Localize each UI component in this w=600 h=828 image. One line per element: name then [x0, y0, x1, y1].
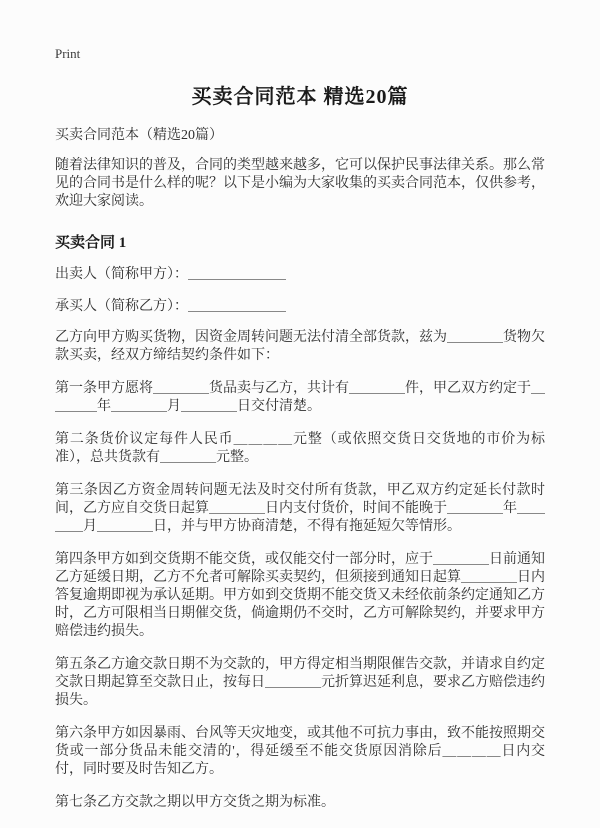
page-title: 买卖合同范本 精选20篇: [191, 86, 409, 108]
clause-3-paragraph: 第三条因乙方资金周转问题无法及时交付所有货款，甲乙双方约定延长付款时间，乙方应自交货日起算＿＿＿＿日内支付货价，时间不能晚于＿＿＿＿年＿＿＿＿月＿＿＿＿日，并与甲方协商清楚，不得有拖延短欠等情形。: [55, 483, 545, 534]
section-heading-contract-1: 买卖合同 1: [55, 235, 127, 251]
party-b-line: 承买人（简称乙方）：＿＿＿＿＿＿＿: [55, 299, 286, 314]
clause-5-paragraph: 第五条乙方逾交款日期不为交款的，甲方得定相当期限催告交款，并请求自约定交款日期起算至交款日止，按每日＿＿＿＿元折算迟延利息，要求乙方赔偿违约损失。: [55, 657, 545, 708]
party-a-line: 出卖人（简称甲方）：＿＿＿＿＿＿＿: [55, 267, 286, 282]
intro-paragraph: 随着法律知识的普及，合同的类型越来越多，它可以保护民事法律关系。那么常见的合同书是什么样的呢？以下是小编为大家收集的买卖合同范本，仅供参考，欢迎大家阅读。: [55, 158, 545, 209]
clause-2-paragraph: 第二条货价议定每件人民币＿＿＿＿元整（或依照交货日交货地的市价为标准），总共货款有＿＿＿＿元整。: [55, 432, 545, 465]
preamble-paragraph: 乙方向甲方购买货物，因资金周转问题无法付清全部货款，兹为＿＿＿＿货物欠款买卖，经双方缔结契约条件如下：: [55, 330, 545, 363]
document-subtitle: 买卖合同范本（精选20篇）: [55, 128, 223, 143]
clause-7-paragraph: 第七条乙方交款之期以甲方交货之期为标准。: [55, 795, 335, 810]
clause-1-paragraph: 第一条甲方愿将＿＿＿＿货品卖与乙方，共计有＿＿＿＿件，甲乙双方约定于＿＿＿＿年＿＿＿＿月＿＿＿＿日交付清楚。: [55, 381, 545, 414]
print-button[interactable]: Print: [55, 46, 81, 61]
clause-4-paragraph: 第四条甲方如到交货期不能交货，或仅能交付一部分时，应于＿＿＿＿日前通知乙方延缓日期，乙方不允者可解除买卖契约，但须接到通知日起算＿＿＿＿日内答复逾期即视为承认延期。甲方如到交货期不能交货又未经依前条约定通知乙方时，乙方可限相当日期催交货，倘逾期仍不交时，乙方可解除契约，并要求甲方赔偿违约损失。: [55, 552, 545, 639]
clause-6-paragraph: 第六条甲方如因暴雨、台风等天灾地变，或其他不可抗力事由，致不能按照期交货或一部分货品未能交清的'，得延缓至不能交货原因消除后＿＿＿＿日内交付，同时要及时告知乙方。: [55, 726, 545, 777]
